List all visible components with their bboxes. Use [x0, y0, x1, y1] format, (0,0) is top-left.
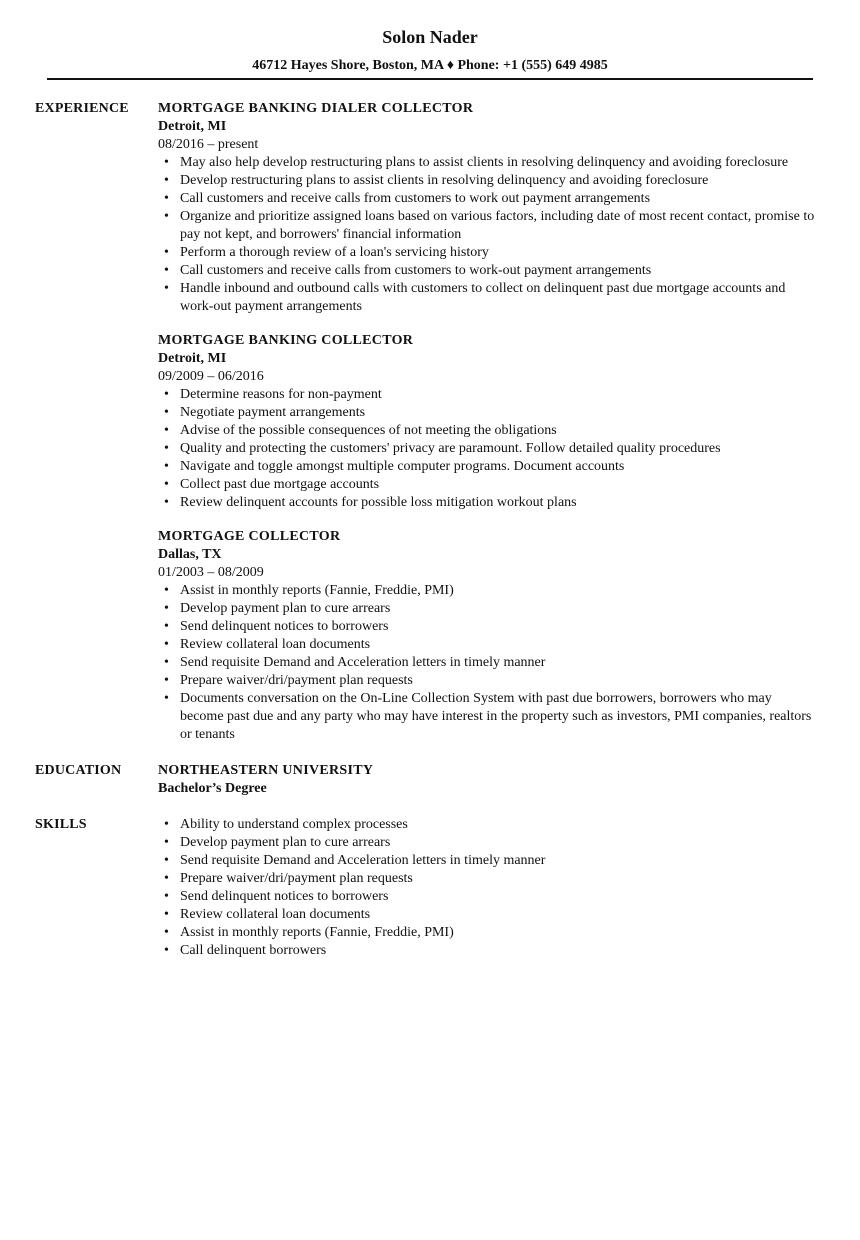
bullet-item: • Develop payment plan to cure arrears	[180, 600, 818, 618]
bullet-item: • Review delinquent accounts for possible loss mitigation workout plans	[180, 494, 818, 512]
job-bullets	[158, 154, 818, 316]
education-label: EDUCATION	[35, 763, 122, 778]
resume-header	[0, 0, 860, 75]
skill-item: • Send delinquent notices to borrowers	[180, 888, 818, 906]
bullet-item: • Review collateral loan documents	[180, 636, 818, 654]
contact-line: 46712 Hayes Shore, Boston, MA ♦ Phone: +1 (555) 649 4985	[252, 58, 608, 73]
job-title: MORTGAGE COLLECTOR	[158, 529, 341, 544]
job-location: Detroit, MI	[158, 119, 227, 134]
bullet-item: • Collect past due mortgage accounts	[180, 476, 818, 494]
skill-item: • Call delinquent borrowers	[180, 942, 818, 960]
bullet-item: • Documents conversation on the On-Line Collection System with past due borrowers, borrowers who may become past due and any party who may have interest in the property such as investors, PMI companies, realtors or tenants	[180, 690, 818, 744]
bullet-item: • Send requisite Demand and Acceleration letters in timely manner	[180, 654, 818, 672]
job-location: Dallas, TX	[158, 547, 222, 562]
school-name: NORTHEASTERN UNIVERSITY	[158, 763, 374, 778]
bullet-item: • Organize and prioritize assigned loans based on various factors, including date of most recent contact, promise to pay not kept, and borrowers' financial information	[180, 208, 818, 244]
job-dates: 08/2016 – present	[158, 137, 259, 152]
skill-item: • Send requisite Demand and Acceleration letters in timely manner	[180, 852, 818, 870]
bullet-item: • Negotiate payment arrangements	[180, 404, 818, 422]
bullet-item: • Assist in monthly reports (Fannie, Freddie, PMI)	[180, 582, 818, 600]
bullet-item: • Call customers and receive calls from customers to work-out payment arrangements	[180, 262, 818, 280]
job-entry	[158, 528, 818, 744]
bullet-item: • Navigate and toggle amongst multiple computer programs. Document accounts	[180, 458, 818, 476]
job-title: MORTGAGE BANKING DIALER COLLECTOR	[158, 101, 474, 116]
header-divider	[47, 78, 813, 80]
skill-item: • Review collateral loan documents	[180, 906, 818, 924]
skills-list	[158, 816, 818, 960]
experience-label: EXPERIENCE	[35, 101, 129, 116]
bullet-item: • Call customers and receive calls from customers to work out payment arrangements	[180, 190, 818, 208]
experience-section	[0, 100, 860, 744]
job-dates: 09/2009 – 06/2016	[158, 369, 264, 384]
bullet-item: • Determine reasons for non-payment	[180, 386, 818, 404]
job-bullets	[158, 386, 818, 512]
skills-label: SKILLS	[35, 817, 87, 832]
bullet-item: • Quality and protecting the customers' privacy are paramount. Follow detailed quality procedures	[180, 440, 818, 458]
bullet-item: • Prepare waiver/dri/payment plan requests	[180, 672, 818, 690]
education-section	[0, 762, 860, 798]
experience-list	[158, 100, 818, 744]
job-location: Detroit, MI	[158, 351, 227, 366]
skill-item: • Prepare waiver/dri/payment plan requests	[180, 870, 818, 888]
skills-section	[0, 816, 860, 960]
job-dates: 01/2003 – 08/2009	[158, 565, 264, 580]
bullet-item: • Perform a thorough review of a loan's servicing history	[180, 244, 818, 262]
job-entry	[158, 332, 818, 512]
skill-item: • Develop payment plan to cure arrears	[180, 834, 818, 852]
job-entry	[158, 100, 818, 316]
bullet-item: • Advise of the possible consequences of not meeting the obligations	[180, 422, 818, 440]
degree: Bachelor’s Degree	[158, 781, 267, 796]
skill-item: • Ability to understand complex processes	[180, 816, 818, 834]
candidate-name: Solon Nader	[382, 27, 478, 47]
bullet-item: • Handle inbound and outbound calls with customers to collect on delinquent past due mortgage accounts and work-out payment arrangements	[180, 280, 818, 316]
bullet-item: • Send delinquent notices to borrowers	[180, 618, 818, 636]
bullet-item: • Develop restructuring plans to assist clients in resolving delinquency and avoiding foreclosure	[180, 172, 818, 190]
job-bullets	[158, 582, 818, 744]
job-title: MORTGAGE BANKING COLLECTOR	[158, 333, 414, 348]
skill-item: • Assist in monthly reports (Fannie, Freddie, PMI)	[180, 924, 818, 942]
bullet-item: • May also help develop restructuring plans to assist clients in resolving delinquency and avoiding foreclosure	[180, 154, 818, 172]
